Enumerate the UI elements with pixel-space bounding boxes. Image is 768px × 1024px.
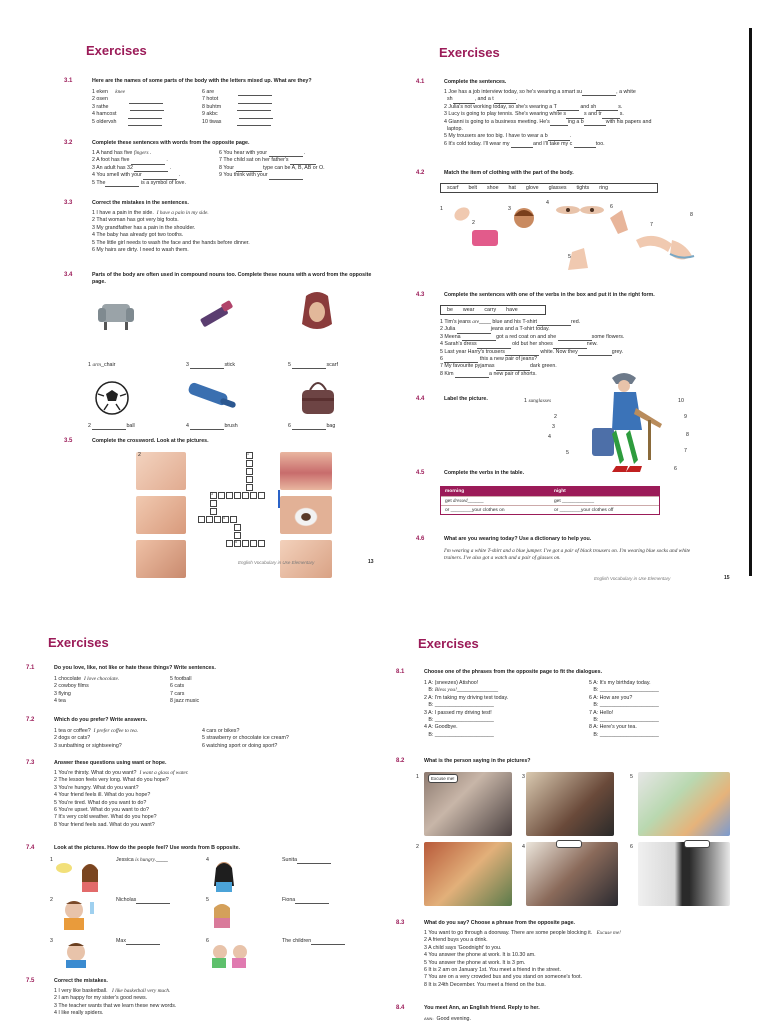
word-list-left: 1 eken knee 2 osen 3 rathe 4 hamcost 5 oldervsh: [92, 89, 202, 126]
exercise-3-2: 3.2 Complete these sentences with words from the opposite page. 1 A hand has five fingers . 2 A foot has five . 3 An adult has 32 . 4 You smell with your . 5 The is a symbol of love. 6 You hear with your . 7 The child sat on her father's 8 Your type can be A, B, AB or O. 9 You think with your: [64, 140, 325, 186]
handwritten-answer: sunglasses: [528, 398, 552, 404]
handwritten-answer: dressed: [453, 498, 468, 504]
exercise-4-6: 4.6 What are you wearing today? Use a dictionary to help you. I'm wearing a white T-shirt and a blue jumper. I've got a pair of black trousers on. I'm wearing blue socks and white trainers. I've also got a watch and a pair of glasses on.: [416, 536, 746, 572]
exercise-7-4: 7.4 Look at the pictures. How do the people feel? Use words from B opposite.: [26, 845, 240, 851]
eye-picture: [280, 496, 332, 534]
exercise-4-3: 4.3 Complete the sentences with one of the verbs in the box and put it in the right form.: [416, 292, 655, 298]
handwritten-answer: I have a pain in my side.: [156, 210, 209, 216]
instruction: Here are the names of some parts of the body with the letters mixed up. What are they?: [92, 78, 312, 84]
handwritten-answer: Excuse me!: [596, 930, 621, 936]
handwritten-answer: knee: [115, 89, 125, 95]
handwritten-answer: fingers: [133, 150, 149, 156]
football-picture: [94, 380, 130, 416]
neck-picture: [280, 540, 332, 578]
photo-handshake: [526, 842, 618, 906]
handwritten-answer: is hungry.: [135, 857, 157, 863]
photo-gift: [424, 842, 512, 906]
page-title: Exercises: [86, 43, 147, 58]
word-list-right: 6 are 7 hotot 8 buhtm 9 akbc 10 tiwas: [202, 89, 273, 126]
crossword-clue-labels: 2: [138, 452, 141, 458]
page-unit-7: [0, 616, 384, 1024]
feelings-labels: 1 Jessica is hungry.____ 4 Sunita 2 Nicholas 5 Fiona 3 Max 6 The children: [50, 857, 370, 949]
photo-numbers: 1 3 5 2 4 6: [416, 774, 633, 850]
handwritten-answer: arm: [92, 362, 101, 368]
body-part-numbers: 1 2 3 4 5 6 7 8: [440, 200, 693, 260]
page-gutter: [749, 28, 752, 576]
exercise-3-5: 3.5 Complete the crossword. Look at the pictures.: [64, 438, 209, 444]
exercise-8-1: 8.1 Choose one of the phrases from the opposite page to fit the dialogues. 1 A: (sneezes) Atishoo! B: Bless you!______________ 2 A: I'm taking my driving test today. B: ____________________ 3 A: I passed my driving test! B: ____________________ 4 A: Goodbye. B: ____________________ 5 A: It's my birthday today. B: ____________________ 6 A: How are you? B: ____________________ 7 A: Hello! B: ____________________ 8 A: Here's your tea. B: ____________________: [396, 669, 659, 738]
exercise-3-1: [64, 78, 374, 138]
crossword-grid: 1 3 4 5: [198, 452, 278, 552]
exercise-4-2: 4.2 Match the item of clothing with the part of the body.: [416, 170, 574, 176]
compound-row-2: 2 ball 4 brush 6 bag: [88, 423, 336, 429]
exercise-7-2: 7.2 Which do you prefer? Write answers. 1 tea or coffee? I prefer coffee to tea. 2 dogs or cats? 3 sunbathing or sightseeing? 4 cars or bikes? 5 strawberry or chocolate ice cream? 6 watching sport or doing sport?: [26, 717, 289, 749]
handwritten-answer: Bless you!: [434, 687, 457, 694]
exercise-3-3: 3.3 Correct the mistakes in the sentences. 1 I have a pain in the side. I have a pain in my side. 2 That woman has got very big foots. 3 My grandfather has a pain in the shoulder. 4 The baby has already got two tooths. 5 The little girl needs to wash the face and the hands before dinner. 6 My hairs are dirty. I need to wash them.: [64, 200, 250, 253]
page-number: 13: [368, 559, 374, 565]
page-unit-8: [384, 616, 768, 1024]
page-number: 15: [724, 575, 730, 581]
verb-box: be wear carry have: [440, 305, 546, 315]
speech-bubble: Excuse me!: [428, 774, 458, 783]
exercise-4-5: 4.5 Complete the verbs in the table.: [416, 470, 525, 476]
exercise-7-1: 7.1 Do you love, like, not like or hate these things? Write sentences. 1 chocolate I love chocolate. 2 cowboy films 3 flying 4 tea 5 football 6 cats 7 cars 8 jazz music: [26, 665, 216, 705]
page-title: Exercises: [418, 636, 479, 651]
exercise-8-4: 8.4 You meet Ann, an English friend. Reply to her. ANN: Good evening.: [396, 1005, 540, 1022]
page-13: [0, 28, 384, 576]
verb-sentences: 1 Tim's jeans are____ blue and his T-shirt red. 2 Julia jeans and a T-shirt today. 3 Meena got a red coat on and she some flowers. 4 Sarah's dress old but her shoes new. 5 Last year Harry's trousers white. Now they grey. 6 this a new pair of jeans? 7 My favourite pyjamas dark green. 8 Kim a new pair of shorts.: [440, 319, 625, 377]
exercise-8-3: 8.3 What do you say? Choose a phrase from the opposite page. 1 You want to go through a doorway. There are some people blocking it. Excuse me! 2 A friend buys you a drink. 3 A child says 'Goodnight' to you. 4 You answer the phone at work. It is 10.30 am. 5 You answer the phone at work. It is 3 pm. 6 It is 2 am on January 1st. You meet a friend in the street. 7 You are on a very crowded bus and you stand on someone's foot. 8 It is 24th December. You meet a friend on the bus.: [396, 920, 621, 988]
elbow-picture: [136, 540, 186, 578]
clothing-word-box: scarf belt shoe hat glove glasses tights ring: [440, 183, 658, 193]
handwritten-answer: I want a glass of water.: [139, 770, 189, 776]
headscarf-picture: [298, 290, 336, 334]
exercise-4-1: 4.1 Complete the sentences. 1 Joe has a job interview today, so he's wearing a smart su , a white sh , and a t . 2 Julia's not working today, so she's wearing a T and sh s. 3 Lucy is going to play tennis. She's wearing white s s and tr s. 4 Gianni is going to a business meeting. He's ing a b with his papers and laptop. 5 My trousers are too big. I have to wear a b . 6 It's cold today. I'll wear my and I'll take my c too.: [416, 79, 652, 147]
exercise-number: 3.1: [64, 78, 73, 84]
exercise-8-2: 8.2 What is the person saying in the pictures?: [396, 758, 531, 764]
page-footer: English Vocabulary in Use Elementary: [238, 560, 315, 565]
handwritten-answer: I'm wearing a white T-shirt and a blue jumper. I've got a pair of black trousers on. I'm wearing blue socks and white trainers. I've also got a watch and a pair of glasses on.: [444, 548, 691, 562]
exercise-7-5: 7.5 Correct the mistakes. 1 I very like basketball. I like basketball very much. 2 I am happy for my sister's good news. 3 The teacher wants that we learn these new words. 4 I like really spiders.: [26, 978, 177, 1017]
exercise-7-3: 7.3 Answer these questions using want or hope. 1 You're thirsty. What do you want? I want a glass of water. 2 The lesson feels very long. What do you hope? 3 You're hungry. What do you want? 4 Your friend feels ill. What do you hope? 5 You're tired. What do you want to do? 6 You're upset. What do you want to do? 7 It's very cold weather. What do you hope? 8 Your friend feels sad. What do you want?: [26, 760, 189, 828]
compound-row-1: 1 arm_chair 3 stick 5 scarf: [88, 362, 338, 368]
exercise-3-4: 3.4 Parts of the body are often used in compound nouns too. Complete these nouns with a word from the opposite page.: [64, 272, 372, 286]
verb-table: morning night get dressed______ get ____________ or ________your clothes on or ________your clothes off: [440, 486, 660, 515]
handbag-picture: [298, 376, 338, 418]
page-footer: English Vocabulary in Use Elementary: [594, 576, 671, 581]
exercise-4-4: 4.4 Label the picture.: [416, 396, 488, 402]
photo-door: [638, 842, 730, 906]
armchair-picture: [96, 294, 136, 334]
picture-label-numbers: 2 3 4 5 6 7 8 9 10: [548, 398, 689, 472]
handwritten-answer: I love chocolate.: [84, 676, 120, 682]
hand-picture: [136, 496, 186, 534]
handwritten-answer: I prefer coffee to tea.: [93, 728, 139, 734]
mouth-picture: [280, 452, 332, 490]
page-title: Exercises: [439, 45, 500, 60]
page-title: Exercises: [48, 635, 109, 650]
handwritten-answer: are: [472, 319, 480, 325]
page-15: Exercises 4.1 Complete the sentences. 1 Joe has a job interview today, so he's wearing a smart su , a white sh , and a t . 2 Julia's not working today, so she's wearing a T and sh s. 3 Lucy is going to play tennis. She's wearing white s s and tr s. 4 Gianni is going to a business meeting. He's ing a b with his papers and laptop. 5 My trousers are too big. I have to wear a b . 6 It's cold today. I'll wear my and I'll take my c too. 4.2 Match the item of clothing with the part of the body. scarf belt shoe hat glove glasses tights ring 1 2 3 4 5 6 7 8 4.3 Complete the sentences with one of the verbs in the box and put it in the right form. be wear carry have 1 Tim's jeans are____ blue and his T-shirt red. 2 Julia jeans and a T-shirt today. 3 Meena got a red coat on and she some flowers. 4 Sarah's dress old but her shoes new. 5 Last year Harry's trousers white. Now they grey. 6 this a new pair of jeans? 7 My favourite pyjamas dark green. 8 Kim a new pair of shorts. 4.4 Label the picture. 1 sunglasses 2 3 4 5 6 7 8 9 10 4.5 Complete the verbs in the table. morning night get dressed______ get ____________ or ________your clothes on or ________your clothes off 4.6 What are you wearing today? Use a dictionary to help you. I'm wearing a white T-shirt and a blue jumper. I've got a pair of black trousers on. I'm wearing blue socks and white trainers. I've also got a watch and a pair of glasses on. English Vocabulary in Use Elementary 15: [384, 28, 750, 576]
hairbrush-picture: [184, 380, 240, 416]
lipstick-picture: [196, 294, 240, 334]
handwritten-answer: I like basketball very much.: [112, 988, 171, 994]
